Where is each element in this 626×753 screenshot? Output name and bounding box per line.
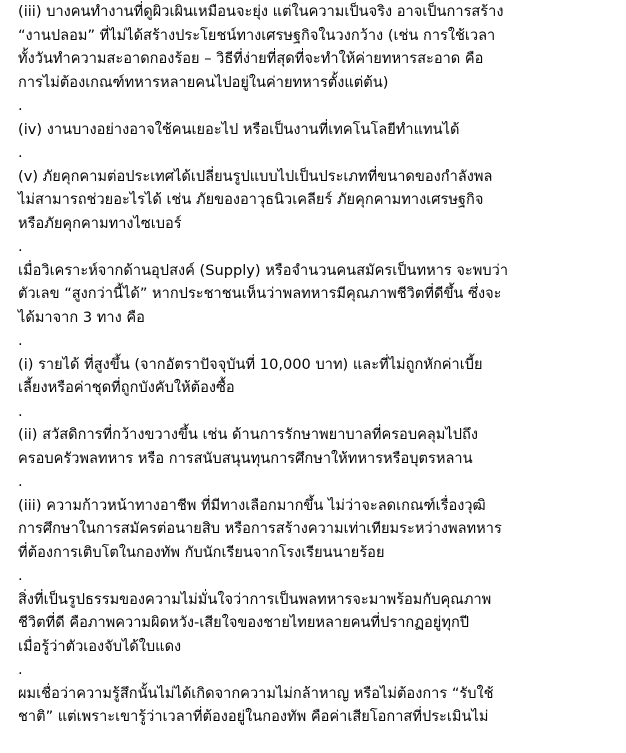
paragraph-separator: . — [18, 97, 23, 114]
paragraph-separator: . — [18, 402, 23, 420]
paragraph-iii-career: (iii) ความก้าวหน้าทางอาชีพ ที่มีทางเลือกมากขึ้น ไม่ว่าจะลดเกณฑ์เรื่องวุฒิ การศึกษาในการสมัครต่อนายสิบ หรือการสร้างความเท่าเทียมระหว่างพลทหาร ที่ต้องการเติบโตในกองทัพ กับนักเรียนจากโรงเรียนนายร้อย — [18, 496, 502, 561]
post-body — [18, 0, 618, 729]
paragraph-iii-fake-work: (iii) บางคนทำงานที่ดูผิวเผินเหมือนจะยุ่ง แต่ในความเป็นจริง อาจเป็นการสร้าง “งานปลอม” ที่ไม่ได้สร้างประโยชน์ทางเศรษฐกิจในวงกว้าง (เช่น การใช้เวลา ทั้งวันทำความสะอาดกองร้อย – วิธีที่ง่ายที่สุดที่จะทำให้ค่ายทหารสะอาด คือ การไม่ต้องเกณฑ์ทหารหลายคนไปอยู่ในค่ายทหารตั้งแต่ต้น) — [18, 3, 504, 91]
paragraph-supply-analysis: เมื่อวิเคราะห์จากด้านอุปสงค์ (Supply) หรือจำนวนคนสมัครเป็นทหาร จะพบว่า ตัวเลข “สูงกว่านี้ได้” หากประชาชนเห็นว่าพลทหารมีคุณภาพชีวิตที่ดีขึ้น ซึ่งจะ ได้มาจาก 3 ทาง คือ — [18, 261, 509, 326]
paragraph-separator: . — [18, 661, 23, 678]
paragraph-ii-welfare: (ii) สวัสดิการที่กว้างขวางขึ้น เช่น ด้านการรักษาพยาบาลที่ครอบคลุมไปถึง ครอบครัวพลทหาร หรือ การสนับสนุนทุนการศึกษาให้ทหารหรือบุตรหลาน — [18, 426, 478, 467]
paragraph-iv-technology: (iv) งานบางอย่างอาจใช้คนเยอะไป หรือเป็นงานที่เทคโนโลยีทำแทนได้ — [18, 120, 460, 138]
paragraph-separator: . — [18, 332, 23, 349]
paragraph-separator: . — [18, 473, 23, 490]
paragraph-separator: . — [18, 567, 23, 584]
paragraph-v-threats: (v) ภัยคุกคามต่อประเทศได้เปลี่ยนรูปแบบไปเป็นประเภทที่ขนาดของกำลังพล ไม่สามารถช่วยอะไรได้ เช่น ภัยของอาวุธนิวเคลียร์ ภัยคุกคามทางเศรษฐกิจ หรือภัยคุกคามทางไซเบอร์ — [18, 167, 493, 232]
paragraph-separator: . — [18, 238, 23, 255]
paragraph-opportunity-cost: ผมเชื่อว่าความรู้สึกนั้นไม่ได้เกิดจากความไม่กล้าหาญ หรือไม่ต้องการ “รับใช้ ชาติ” แต่เพราะเขารู้ว่าเวลาที่ต้องอยู่ในกองทัพ คือค่าเสียโอกาสที่ประเมินไม่ — [18, 684, 494, 725]
paragraph-separator: . — [18, 144, 23, 161]
paragraph-i-income: (i) รายได้ ที่สูงขึ้น (จากอัตราปัจจุบันที่ 10,000 บาท) และที่ไม่ถูกหักค่าเบี้ย เลี้ยงหรือค่าชุดที่ถูกบังคับให้ต้องซื้อ — [18, 355, 483, 396]
paragraph-red-card: สิ่งที่เป็นรูปธรรมของความไม่มั่นใจว่าการเป็นพลทหารจะมาพร้อมกับคุณภาพ ชีวิตที่ดี คือภาพความผิดหวัง-เสียใจของชายไทยหลายคนที่ปรากฏอยู่ทุกปี เมื่อรู้ว่าตัวเองจับได้ใบแดง — [18, 590, 492, 655]
